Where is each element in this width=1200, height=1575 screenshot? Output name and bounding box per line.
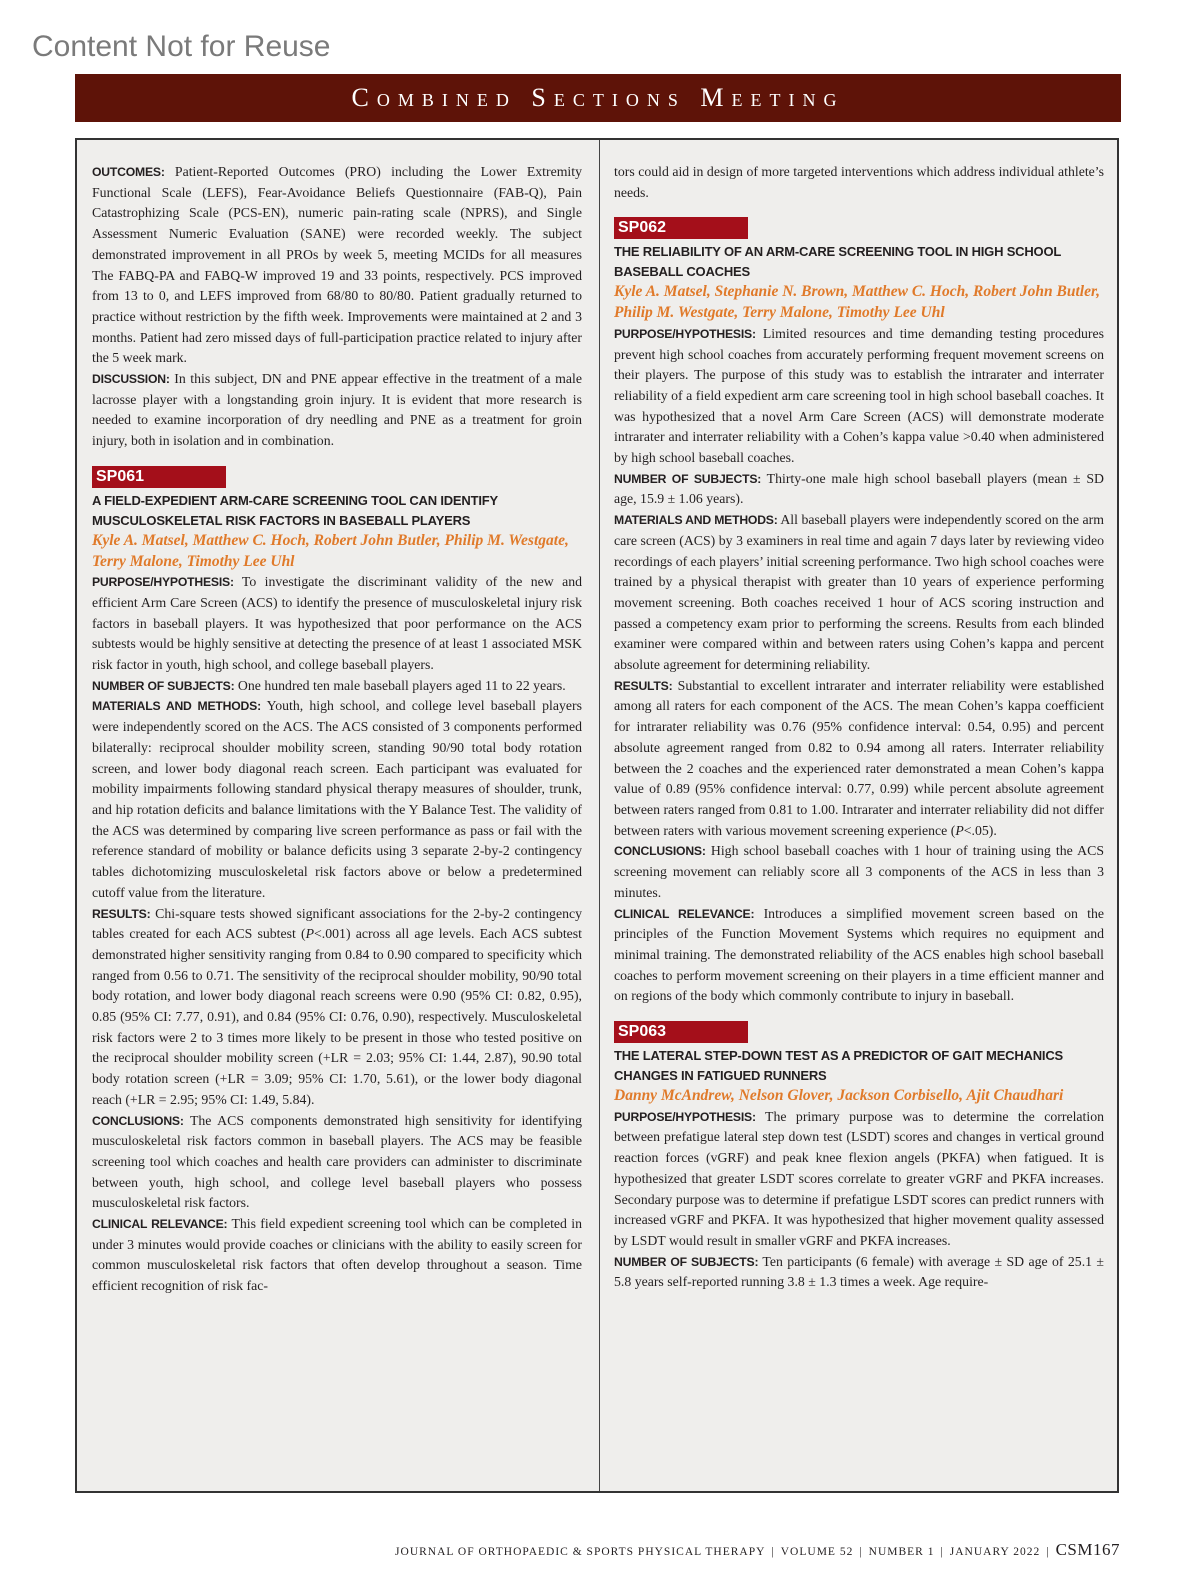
footer-page-number: CSM167	[1055, 1540, 1120, 1559]
abstract-authors-sp063: Danny McAndrew, Nelson Glover, Jackson Corbisello, Ajit Chaudhari	[614, 1087, 1064, 1105]
sp063-subjects: NUMBER OF SUBJECTS: Ten participants (6 female) with average ± SD age of 25.1 ± 5.8 years self-reported running 3.8 ± 1.3 times a week. Age require-	[614, 1253, 1104, 1290]
footer-journal: JOURNAL OF ORTHOPAEDIC & SPORTS PHYSICAL THERAPY	[395, 1546, 766, 1558]
outcomes-paragraph: OUTCOMES: Patient-Reported Outcomes (PRO) including the Lower Extremity Functional Scale (LEFS), Fear-Avoidance Beliefs Questionnaire (FAB-Q), Pain Catastrophizing Scale (PCS-EN), numeric pain-rating scale (NPRS), and Single Assessment Numeric Evaluation (SANE) were recorded weekly. The subject demonstrated improvement in all PROs by week 5, meeting MCIDs for all measures The FABQ-PA and FABQ-W improved 19 and 33 points, respectively. PCS improved from 13 to 0, and LEFS improved from 68/80 to 80/80. Patient gradually returned to practice without restriction by the fifth week. Improvements were maintained at 2 and 3 months. Patient had zero missed days of full-participation practice related to injury after the 5 week mark.	[92, 164, 582, 366]
abstract-tag-sp063: SP063	[614, 1021, 748, 1043]
abstract-authors-sp061: Kyle A. Matsel, Matthew C. Hoch, Robert John Butler, Philip M. Westgate, Terry Malone, Timothy Lee Uhl	[92, 531, 569, 570]
footer-number: NUMBER 1	[868, 1546, 935, 1558]
abstract-title-sp063: THE LATERAL STEP-DOWN TEST AS A PREDICTOR OF GAIT MECHANICS CHANGES IN FATIGUED RUNNERS	[614, 1048, 1063, 1084]
abstract-tag-sp061: SP061	[92, 466, 226, 488]
sp061-methods: MATERIALS AND METHODS: Youth, high school, and college level baseball players were independently scored on the ACS. The ACS consisted of 3 components performed bilaterally: reciprocal shoulder mobility screen, standing 90/90 total body rotation screen, and lower body diagonal reach screen. Each participant was evaluated for mobility impairments following standard physical therapy measures of shoulder, trunk, and hip rotation deficits and balance limitations with the Y Balance Test. The validity of the ACS was determined by comparing live screen performance as pass or fail with the reference standard of mobility or balance deficits using 3 separate 2-by-2 contingency tables dichotomizing musculoskeletal risk factors above or below a predetermined cutoff value from the literature.	[92, 698, 582, 900]
sp062-conclusions: CONCLUSIONS: High school baseball coaches with 1 hour of training using the ACS screening movement can reliably score all 3 components of the ACS in less than 3 minutes.	[614, 843, 1104, 900]
sp062-subjects: NUMBER OF SUBJECTS: Thirty-one male high school baseball players (mean ± SD age, 15.9 ± 1.06 years).	[614, 470, 1104, 507]
sp061-subjects: NUMBER OF SUBJECTS: One hundred ten male baseball players aged 11 to 22 years.	[92, 677, 566, 693]
right-column	[614, 162, 1104, 1293]
sp061-results: RESULTS: Chi-square tests showed significant associations for the 2-by-2 contingency tables created for each ACS subtest (P<.001) across all age levels. Each ACS subtest demonstrated higher sensitivity ranging from 0.84 to 0.90 compared to specificity which ranged from 0.56 to 0.71. The sensitivity of the reciprocal shoulder mobility, 90/90 total body rotation, and lower body diagonal reach screens were 0.90 (95% CI: 0.82, 0.95), 0.85 (95% CI: 7.77, 0.91), and 0.84 (95% CI: 0.76, 0.90), respectively. Musculoskeletal risk factors were 2 to 3 times more likely to be present in those who tested positive on the reciprocal shoulder mobility screen (+LR = 2.03; 95% CI: 1.44, 2.87), 90.90 total body rotation screen (+LR = 3.09; 95% CI: 1.70, 5.61), or the lower body diagonal reach (+LR = 2.95; 95% CI: 1.49, 5.84).	[92, 905, 583, 1107]
abstract-title-sp061: A FIELD-EXPEDIENT ARM-CARE SCREENING TOOL CAN IDENTIFY MUSCULOSKELETAL RISK FACTORS IN BASEBALL PLAYERS	[92, 492, 498, 528]
left-column	[92, 162, 582, 1297]
sp061-relevance: CLINICAL RELEVANCE: This field expedient screening tool which can be completed in under 3 minutes would provide coaches or clinicians with the ability to easily screen for common musculoskeletal risk factors that often develop throughout a season. Time efficient recognition of risk fac-	[92, 1216, 582, 1294]
sp062-purpose: PURPOSE/HYPOTHESIS: Limited resources and time demanding testing procedures prevent high school coaches from accurately performing frequent movement screens on their players. The purpose of this study was to establish the intrarater and interrater reliability of a field expedient arm care screening tool in high school baseball coaches. It was hypothesized that a novel Arm Care Screen (ACS) will demonstrate moderate intrarater and interrater reliability with a Cohen’s kappa value >0.40 when administered by high school baseball coaches.	[614, 325, 1104, 466]
abstract-title-sp062: THE RELIABILITY OF AN ARM-CARE SCREENING TOOL IN HIGH SCHOOL BASEBALL COACHES	[614, 244, 1061, 280]
abstract-authors-sp062: Kyle A. Matsel, Stephanie N. Brown, Matthew C. Hoch, Robert John Butler, Philip M. Westgate, Terry Malone, Timothy Lee Uhl	[614, 283, 1101, 322]
abstract-tag-sp062: SP062	[614, 217, 748, 239]
section-banner: Combined Sections Meeting	[75, 74, 1121, 122]
content-panel	[75, 138, 1119, 1493]
footer-date: JANUARY 2022	[949, 1546, 1041, 1558]
sp062-results: RESULTS: Substantial to excellent intrarater and interrater reliability were established among all raters for each component of the ACS. The mean Cohen’s kappa coefficient for intrarater reliability was 0.76 (95% confidence interval: 0.54, 0.95) and percent absolute agreement ranged from 0.82 to 0.94 among all raters. Interrater reliability between the 2 coaches and the experienced rater demonstrated a mean Cohen’s kappa value of 0.89 (95% confidence interval: 0.77, 0.99) while percent absolute agreement between raters ranged from 0.81 to 1.00. Intrarater and interrater reliability did not differ between raters with various movement screening experience (P<.05).	[614, 677, 1104, 838]
sp061-conclusions: CONCLUSIONS: The ACS components demonstrated high sensitivity for identifying musculoskeletal risk factors common in baseball players. The ACS may be feasible screening tool which coaches and health care providers can administer to discriminate between youth, high school, and college level baseball players who possess musculoskeletal risk factors.	[92, 1112, 582, 1211]
sp063-purpose: PURPOSE/HYPOTHESIS: The primary purpose was to determine the correlation between prefatigue lateral step down test (LSDT) scores and changes in vertical ground reaction forces (vGRF) and peak knee flexion angels (PKFA) when fatigued. It is hypothesized that greater LSDT scores correlate to greater vGRF and PKFA increases. Secondary purpose was to determine if prefatigue LSDT scores can predict runners with increased vGRF and PKFA. It was hypothesized that higher movement quality assessed by LSDT would result in smaller vGRF and PKFA increases.	[614, 1108, 1104, 1248]
sp061-purpose: PURPOSE/HYPOTHESIS: To investigate the discriminant validity of the new and efficient Arm Care Screen (ACS) to identify the presence of musculoskeletal injury risk factors in baseball players. It was hypothesized that poor performance on the ACS subtests would be highly sensitive at detecting the presence of at least 1 associated MSK risk factor in youth, high school, and college baseball players.	[92, 574, 582, 673]
sp062-methods: MATERIALS AND METHODS: All baseball players were independently scored on the arm care screen (ACS) by 3 examiners in real time and again 7 days later by reviewing video recordings of each players’ initial screening performance. Two high school coaches were trained by a physical therapist with greater than 10 years of experience performing movement screening. Both coaches received 1 hour of ACS scoring instruction and passed a competency exam prior to performing the screens. Results from each blinded examiner were compared within and between raters using Cohen’s kappa and percent absolute agreement for determining reliability.	[614, 512, 1104, 673]
continued-paragraph: tors could aid in design of more targeted interventions which address individual athlete’s needs.	[614, 164, 1104, 200]
footer-volume: VOLUME 52	[780, 1546, 854, 1558]
discussion-paragraph: DISCUSSION: In this subject, DN and PNE appear effective in the treatment of a male lacrosse player with a longstanding groin injury. It is evident that more research is needed to examine incorporation of dry needling and PNE as a treatment for groin injury, both in isolation and in combination.	[92, 371, 582, 449]
sp062-relevance: CLINICAL RELEVANCE: Introduces a simplified movement screen based on the principles of the Function Movement Systems which requires no equipment and minimal training. The demonstrated reliability of the ACS enables high school baseball coaches to perform movement screening on their players in a time efficient manner and on regions of the body which commonly contribute to injury in baseball.	[614, 905, 1105, 1004]
watermark-text: Content Not for Reuse	[32, 30, 331, 63]
page-footer: JOURNAL OF ORTHOPAEDIC & SPORTS PHYSICAL THERAPY | VOLUME 52 | NUMBER 1 | JANUARY 2022 | CSM167	[395, 1540, 1120, 1559]
column-divider	[599, 140, 600, 1491]
